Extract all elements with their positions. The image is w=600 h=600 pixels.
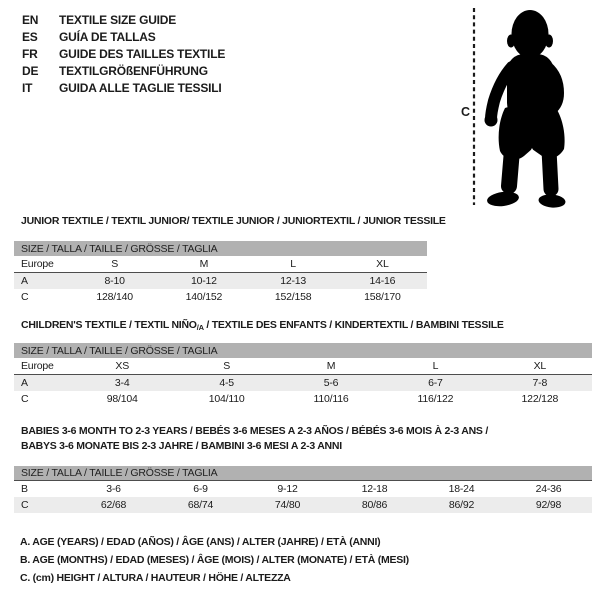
language-item bbox=[22, 79, 225, 96]
guide-title-label: GUÍA DE TALLAS bbox=[59, 29, 156, 44]
size-cell: 3-4 bbox=[114, 377, 130, 389]
size-cell: 122/128 bbox=[521, 393, 559, 405]
language-code: FR bbox=[22, 46, 38, 61]
table-row bbox=[14, 273, 427, 289]
language-item bbox=[22, 45, 225, 62]
size-header-bar: SIZE / TALLA / TAILLE / GRÖSSE / TAGLIA bbox=[14, 466, 592, 481]
size-cell: 10-12 bbox=[190, 275, 217, 287]
baby-silhouette-icon bbox=[485, 10, 567, 209]
size-cell: XL bbox=[376, 258, 389, 270]
language-item bbox=[22, 11, 225, 28]
size-cell: 8-10 bbox=[104, 275, 125, 287]
size-cell: 68/74 bbox=[187, 499, 214, 511]
size-cell: 104/110 bbox=[208, 393, 245, 405]
size-cell: 74/80 bbox=[274, 499, 301, 511]
size-cell: 6-7 bbox=[428, 377, 443, 389]
footnote: B. AGE (MONTHS) / EDAD (MESES) / ÂGE (MOIS) / ALTER (MONATE) / ETÀ (MESI) bbox=[20, 554, 409, 566]
size-cell: L bbox=[432, 360, 439, 372]
size-cell: 86/92 bbox=[448, 499, 475, 511]
table-title-line: BABYS 3-6 MONATE BIS 2-3 JAHRE / BAMBINI 3-6 MESI A 2-3 ANNI bbox=[21, 440, 342, 452]
table-title-subscript: /A bbox=[196, 323, 204, 332]
row-label: C bbox=[21, 393, 29, 405]
size-cell: XL bbox=[533, 360, 547, 372]
row-label: C bbox=[21, 499, 29, 511]
table-row bbox=[14, 391, 592, 407]
size-cell: 116/122 bbox=[417, 393, 454, 405]
size-header-bar: SIZE / TALLA / TAILLE / GRÖSSE / TAGLIA bbox=[14, 241, 427, 256]
footnotes bbox=[20, 536, 409, 590]
row-label: C bbox=[21, 291, 29, 303]
guide-title-label: TEXTILGRÖßENFÜHRUNG bbox=[59, 63, 208, 78]
row-label: Europe bbox=[21, 360, 54, 372]
language-code: DE bbox=[22, 63, 39, 78]
size-cell: 98/104 bbox=[106, 393, 138, 405]
children-size-table bbox=[14, 343, 592, 407]
size-header-bar: SIZE / TALLA / TAILLE / GRÖSSE / TAGLIA bbox=[14, 343, 592, 358]
size-cell: XS bbox=[115, 360, 129, 372]
row-label: Europe bbox=[21, 258, 54, 270]
size-cell: S bbox=[223, 360, 231, 372]
size-cell: M bbox=[199, 258, 209, 270]
table-row bbox=[14, 358, 592, 375]
babies-size-table bbox=[14, 466, 592, 513]
size-cell: 62/68 bbox=[100, 499, 127, 511]
table-row bbox=[14, 256, 427, 273]
baby-figure bbox=[450, 0, 600, 212]
table-row bbox=[14, 497, 592, 513]
size-cell: 92/98 bbox=[535, 499, 562, 511]
table-row bbox=[14, 375, 592, 391]
language-code: EN bbox=[22, 12, 39, 27]
size-cell: M bbox=[326, 360, 336, 372]
size-cell: 9-12 bbox=[277, 483, 298, 495]
size-cell: S bbox=[111, 258, 119, 270]
guide-title-label: TEXTILE SIZE GUIDE bbox=[59, 12, 177, 27]
size-cell: 80/86 bbox=[361, 499, 388, 511]
footnote: A. AGE (YEARS) / EDAD (AÑOS) / ÂGE (ANS) / ALTER (JAHRE) / ETÀ (ANNI) bbox=[20, 536, 381, 548]
size-cell: 18-24 bbox=[448, 483, 475, 495]
size-cell: 6-9 bbox=[193, 483, 208, 495]
size-cell: 140/152 bbox=[185, 291, 223, 303]
size-cell: 158/170 bbox=[364, 291, 401, 303]
size-cell: L bbox=[290, 258, 296, 270]
size-cell: 14-16 bbox=[369, 275, 396, 287]
size-cell: 12-18 bbox=[361, 483, 388, 495]
language-code: ES bbox=[22, 29, 38, 44]
size-cell: 3-6 bbox=[106, 483, 121, 495]
size-cell: 12-13 bbox=[280, 275, 307, 287]
table-title-line: BABIES 3-6 MONTH TO 2-3 YEARS / BEBÉS 3-6 MESES A 2-3 AÑOS / BÉBÉS 3-6 MOIS À 2-3 ANS / bbox=[21, 425, 489, 437]
junior-size-table bbox=[14, 241, 427, 305]
row-label: A bbox=[21, 275, 28, 287]
size-cell: 7-8 bbox=[532, 377, 548, 389]
size-cell: 128/140 bbox=[96, 291, 133, 303]
language-list bbox=[22, 11, 225, 96]
guide-title-label: GUIDA ALLE TAGLIE TESSILI bbox=[59, 80, 222, 95]
table-title-babies bbox=[21, 424, 488, 454]
size-cell: 24-36 bbox=[535, 483, 562, 495]
size-cell: 110/116 bbox=[313, 393, 349, 405]
table-row bbox=[14, 289, 427, 305]
row-label: A bbox=[21, 377, 28, 389]
language-item bbox=[22, 28, 225, 45]
height-reference-label: C bbox=[461, 105, 471, 119]
table-title-text: CHILDREN'S TEXTILE / TEXTIL NIÑO bbox=[21, 319, 197, 331]
size-cell: 152/158 bbox=[274, 291, 312, 303]
table-title-text: / TEXTILE DES ENFANTS / KINDERTEXTIL / BAMBINI TESSILE bbox=[203, 319, 504, 331]
guide-title-label: GUIDE DES TAILLES TEXTILE bbox=[59, 46, 226, 61]
footnote: C. (cm) HEIGHT / ALTURA / HAUTEUR / HÖHE / ALTEZZA bbox=[20, 572, 291, 584]
row-label: B bbox=[21, 483, 28, 495]
table-title-children bbox=[21, 319, 504, 332]
size-cell: 4-5 bbox=[219, 377, 234, 389]
table-row bbox=[14, 481, 592, 497]
size-cell: 5-6 bbox=[323, 377, 339, 389]
language-item bbox=[22, 62, 225, 79]
table-title-junior: JUNIOR TEXTILE / TEXTIL JUNIOR/ TEXTILE JUNIOR / JUNIORTEXTIL / JUNIOR TESSILE bbox=[21, 215, 446, 227]
language-code: IT bbox=[22, 80, 33, 95]
